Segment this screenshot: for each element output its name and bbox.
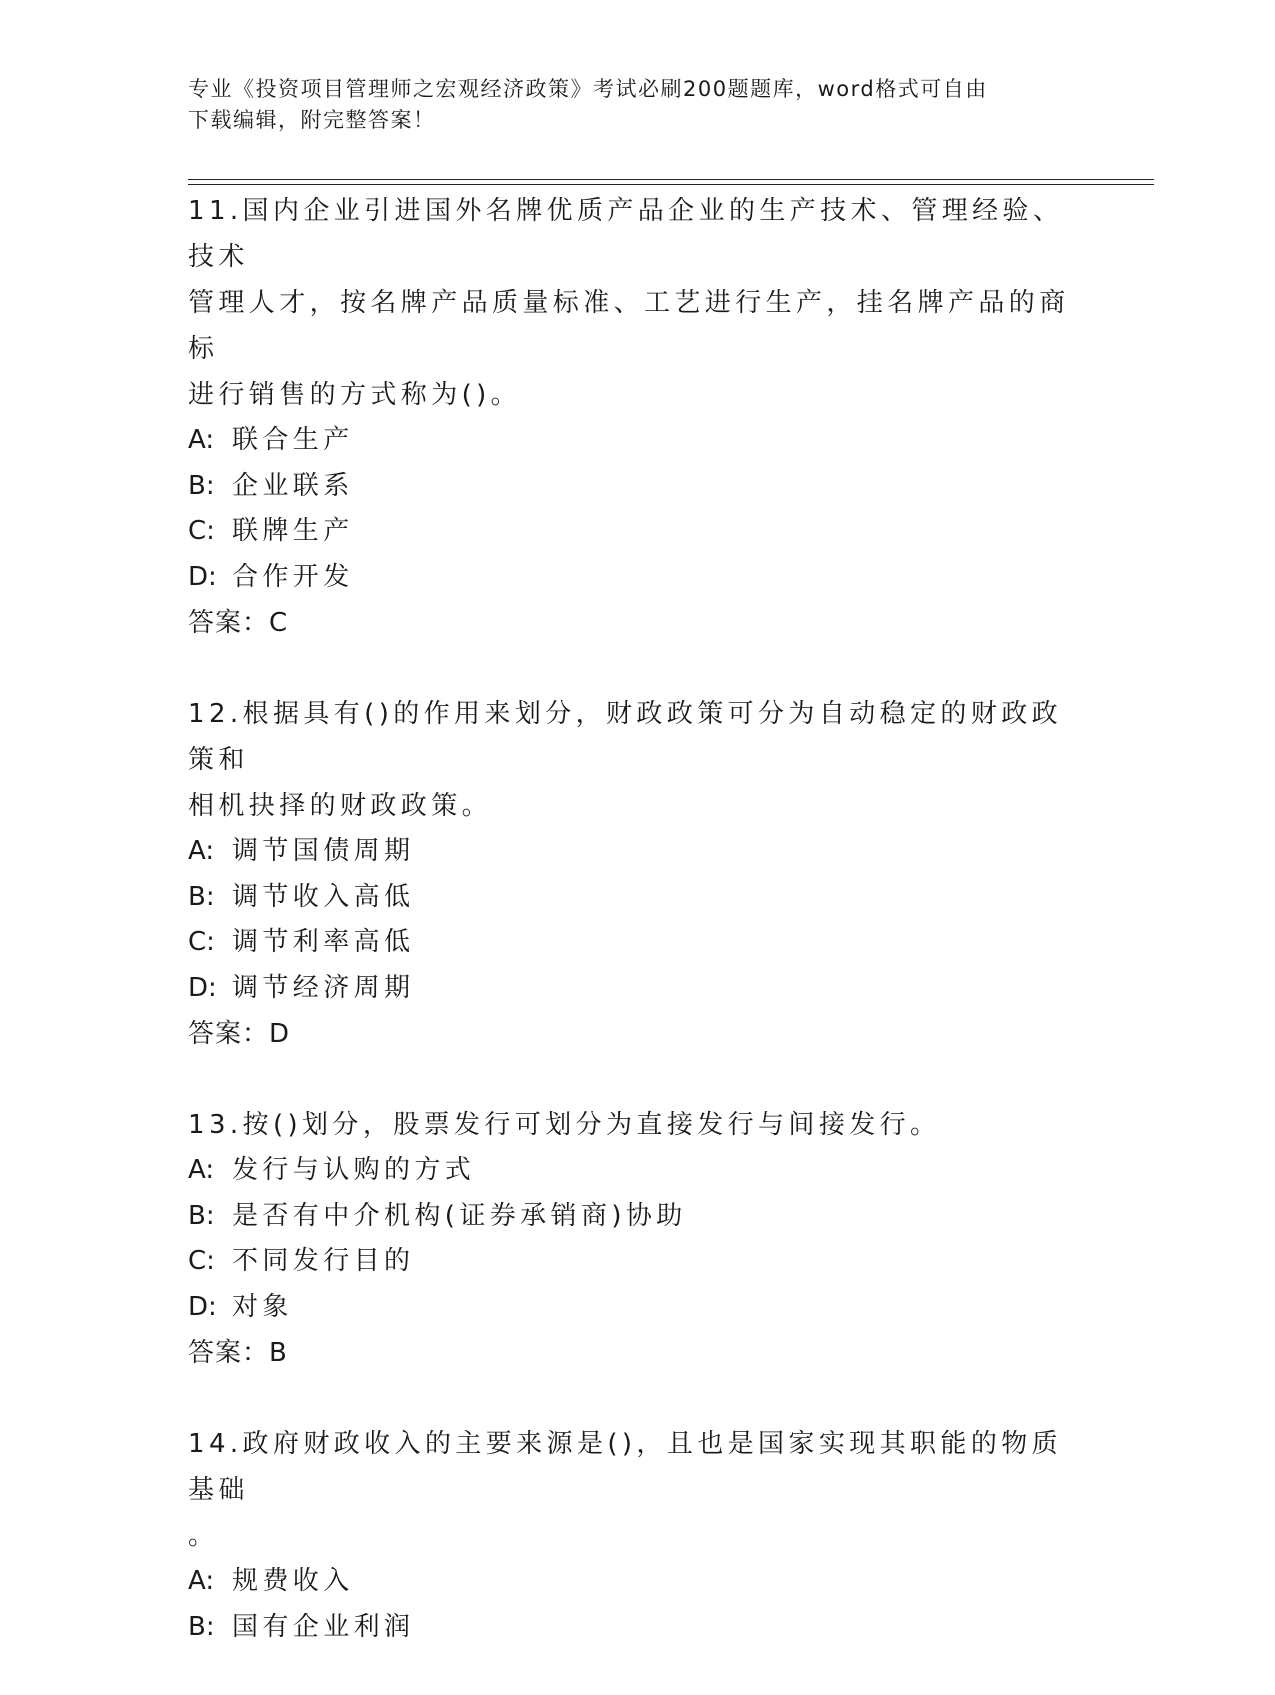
answer-option [188,829,1088,875]
option-text: 国有企业利润 [232,1611,415,1642]
option-label: A: [188,1566,215,1596]
answer-option [188,920,1088,966]
header-line-1: 专业《投资项目管理师之宏观经济政策》考试必刷200题题库，word格式可自由 [188,77,988,101]
option-label: C: [188,1246,215,1276]
answer-option [188,555,1088,601]
question-text-line: 14.政府财政收入的主要来源是()，且也是国家实现其职能的物质基础 [188,1429,1063,1505]
question-item [188,1421,1088,1650]
header-divider-top [188,179,1154,180]
option-label: D: [188,561,217,592]
option-label: A: [188,836,215,866]
option-label: D: [188,972,217,1003]
question-text-line: 。 [188,1521,219,1551]
option-label: C: [188,927,215,957]
answer-option [188,1239,1088,1285]
question-text-line: 12.根据具有()的作用来划分，财政政策可分为自动稳定的财政政策和 [188,699,1063,775]
option-label: D: [188,1291,217,1322]
question-text-line: 相机抉择的财政政策。 [188,791,493,821]
answer-key: 答案：C [188,608,289,638]
option-text: 不同发行目的 [232,1246,415,1276]
answer-option [188,1559,1088,1605]
document-header [188,74,1088,136]
question-item [188,691,1088,1057]
option-label: B: [188,881,215,912]
question-text-line: 进行销售的方式称为()。 [188,380,522,410]
answer-option [188,966,1088,1012]
option-text: 对象 [232,1291,293,1322]
option-text: 调节收入高低 [232,881,415,912]
option-label: B: [188,470,215,501]
option-text: 合作开发 [232,561,354,592]
answer-key: 答案：D [188,1019,291,1049]
option-label: B: [188,1200,215,1231]
question-text-line: 11.国内企业引进国外名牌优质产品企业的生产技术、管理经验、技术 [188,196,1064,272]
option-label: B: [188,1611,215,1642]
answer-option [188,509,1088,555]
option-text: 发行与认购的方式 [232,1155,476,1185]
option-text: 联牌生产 [232,516,354,546]
question-item [188,1102,1088,1376]
header-divider-bottom [188,184,1154,185]
answer-option [188,464,1088,510]
option-label: A: [188,1155,215,1185]
option-label: C: [188,516,215,546]
option-text: 规费收入 [232,1566,354,1596]
question-text-line: 13.按()划分，股票发行可划分为直接发行与间接发行。 [188,1110,941,1140]
option-text: 调节利率高低 [232,927,415,957]
option-text: 企业联系 [232,470,354,501]
answer-option [188,1194,1088,1240]
answer-key: 答案：B [188,1338,288,1368]
answer-option [188,875,1088,921]
question-text-line: 管理人才，按名牌产品质量标准、工艺进行生产，挂名牌产品的商标 [188,288,1070,364]
option-text: 调节经济周期 [232,972,415,1003]
question-list [188,188,1088,1695]
question-item [188,188,1088,646]
header-line-2: 下载编辑，附完整答案！ [188,108,436,132]
answer-option [188,1285,1088,1331]
option-text: 调节国债周期 [232,836,415,866]
answer-option [188,1148,1088,1194]
option-text: 联合生产 [232,425,354,455]
option-label: A: [188,425,215,455]
answer-option [188,418,1088,464]
option-text: 是否有中介机构(证券承销商)协助 [232,1200,687,1231]
answer-option [188,1605,1088,1651]
